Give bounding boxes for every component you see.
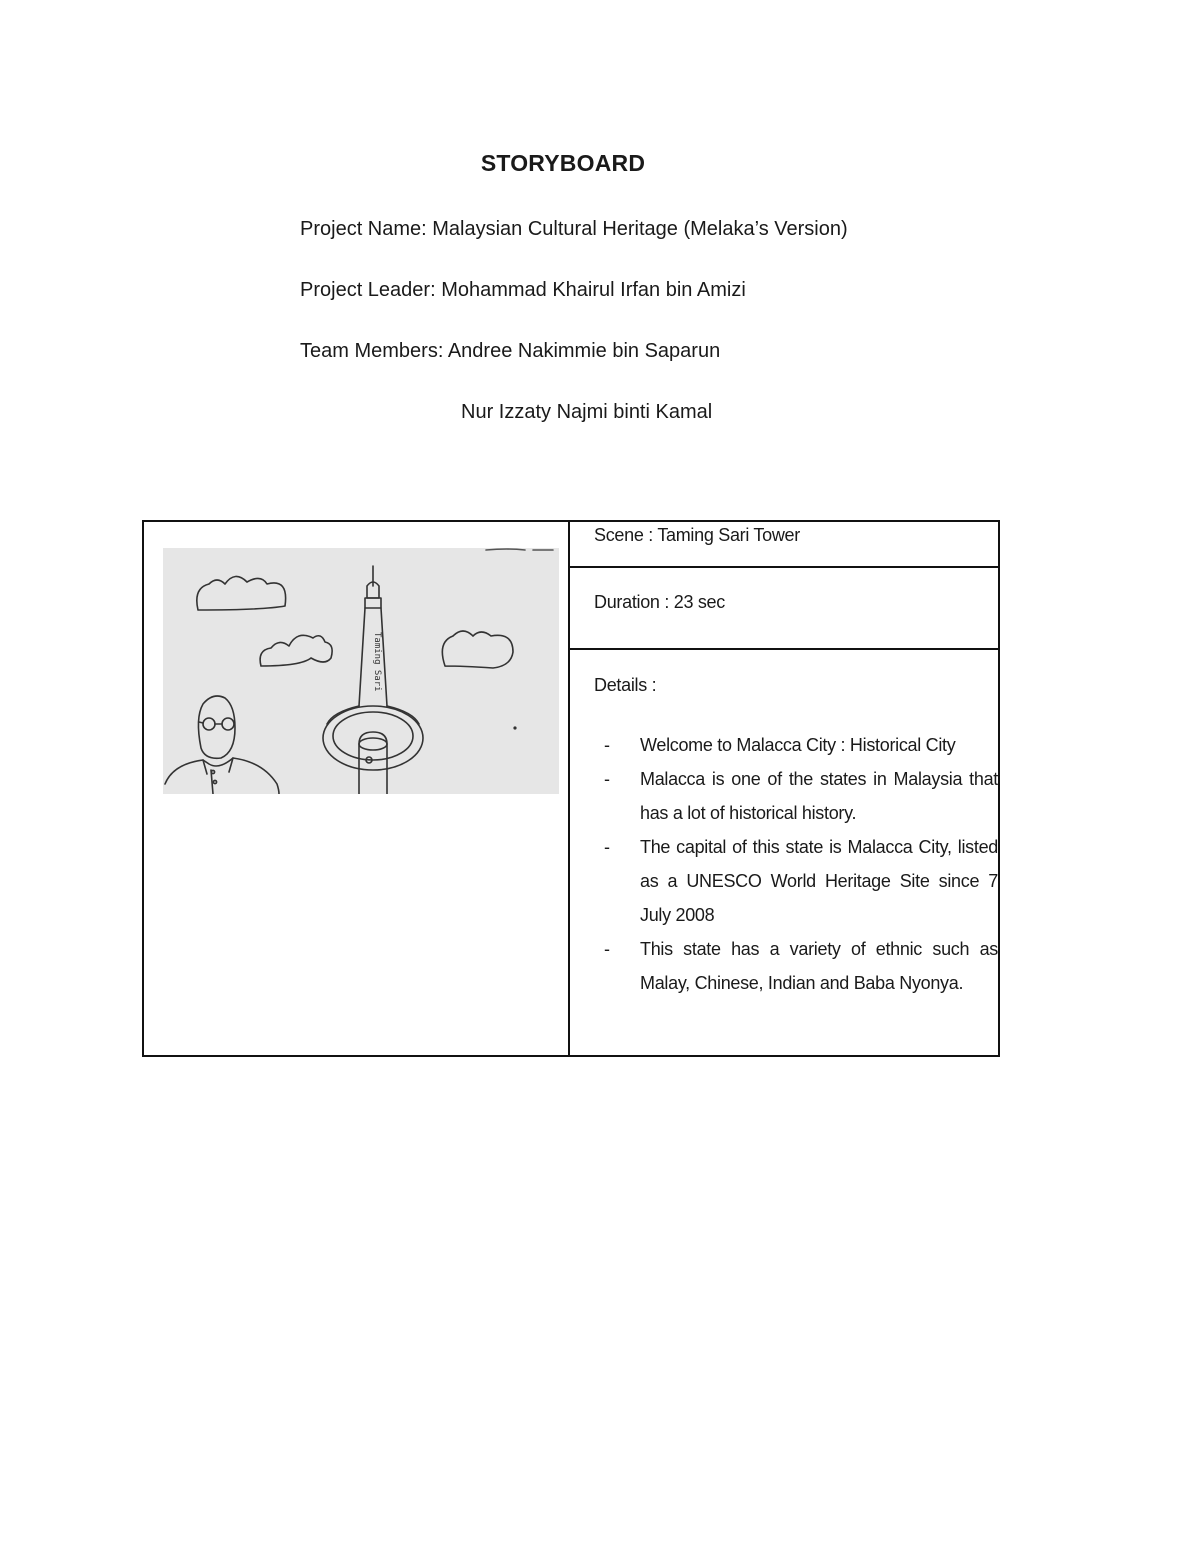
team-members-continued: Nur Izzaty Najmi binti Kamal <box>461 401 713 423</box>
row-divider-scene <box>570 566 998 568</box>
duration-cell: Duration : 23 sec <box>594 592 725 612</box>
team-members: Team Members: Andree Nakimmie bin Saparun <box>300 340 721 362</box>
bullet-dash: - <box>604 769 610 789</box>
details-label: Details : <box>594 675 657 695</box>
detail-text: This state has a variety of ethnic such as Malay, Chinese, Indian and Baba Nyonya. <box>640 939 998 993</box>
storyboard-table <box>142 520 1000 1057</box>
bullet-dash: - <box>604 837 610 857</box>
project-name: Project Name: Malaysian Cultural Heritage (Melaka’s Version) <box>300 218 848 240</box>
scene-cell: Scene : Taming Sari Tower <box>594 525 800 545</box>
list-item <box>594 830 998 932</box>
svg-text:Taming Sari: Taming Sari <box>372 632 382 692</box>
detail-text: The capital of this state is Malacca City, listed as a UNESCO World Heritage Site since 7 July 2008 <box>640 837 998 925</box>
bullet-dash: - <box>604 939 610 959</box>
details-list <box>594 728 998 1000</box>
list-item <box>594 762 998 830</box>
detail-text: Malacca is one of the states in Malaysia that has a lot of historical history. <box>640 769 998 823</box>
cloud-icon <box>260 635 332 666</box>
list-item <box>594 932 998 1000</box>
project-leader: Project Leader: Mohammad Khairul Irfan bin Amizi <box>300 279 746 301</box>
bullet-dash: - <box>604 735 610 755</box>
column-divider <box>568 522 570 1055</box>
cloud-icon <box>442 631 513 668</box>
storyboard-sketch <box>163 548 559 794</box>
sketch-image <box>163 548 559 794</box>
cloud-icon <box>197 576 286 610</box>
row-divider-duration <box>570 648 998 650</box>
page-title: STORYBOARD <box>480 150 646 176</box>
list-item <box>594 728 998 762</box>
detail-text: Welcome to Malacca City : Historical City <box>640 735 956 755</box>
